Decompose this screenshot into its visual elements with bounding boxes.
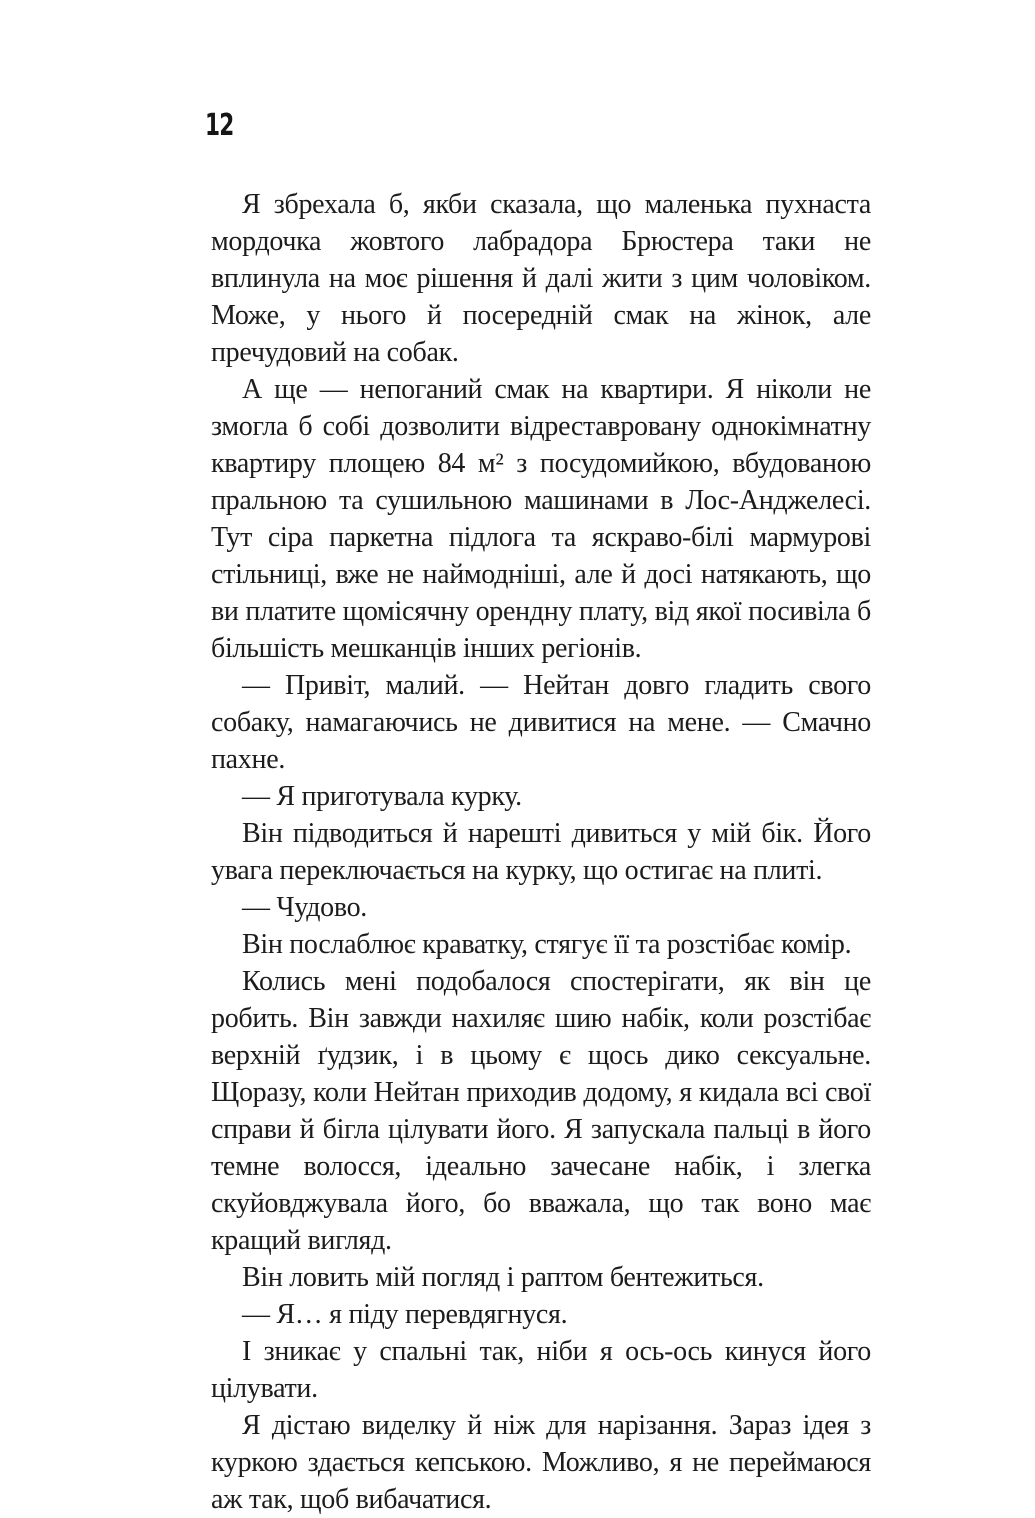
paragraph: Я збрехала б, якби сказала, що маленька пухнаста мордочка жовтого лабрадора Брюстера таки не вплинула на моє рішення й далі жити з цим чоловіком. Може, у нього й посередній смак на жінок, але пречудовий на собак. xyxy=(211,189,871,368)
paragraph: Він ловить мій погляд і раптом бентежиться. xyxy=(242,1262,764,1293)
paragraph: — Я… я піду перевдягнуся. xyxy=(242,1299,568,1330)
paragraph: Я дістаю виделку й ніж для нарізання. Зараз ідея з куркою здається кепською. Можливо, я не переймаюся аж так, щоб вибачатися. xyxy=(211,1410,871,1515)
paragraph: — Чудово. xyxy=(242,892,368,923)
paragraph: Колись мені подобалося спостерігати, як він це робить. Він завжди нахиляє шию набік, коли розстібає верхній ґудзик, і в цьому є щось дико сексуальне. Щоразу, коли Нейтан приходив додому, я кидала всі свої справи й бігла цілувати його. Я запускала пальці в його темне волосся, ідеально зачесане набік, і злегка скуйовджувала його, бо вважала, що так воно має кращий вигляд. xyxy=(211,966,871,1256)
paragraph: Він послаблює краватку, стягує її та розстібає комір. xyxy=(242,929,852,960)
paragraph: — Я приготувала курку. xyxy=(242,781,522,812)
paragraph: А ще — непоганий смак на квартири. Я ніколи не змогла б собі дозволити відреставровану однокімнатну квартиру площею 84 м² з посудомийкою, вбудованою пральною та сушильною машинами в Лос-Анджелесі. Тут сіра паркетна підлога та яскраво-білі мармурові стільниці, вже не наймодніші, але й досі натякають, що ви платите щомісячну орендну плату, від якої посивіла б більшість мешканців інших регіонів. xyxy=(211,374,871,664)
page-number: 12 xyxy=(205,108,234,143)
text-block xyxy=(211,186,871,1518)
paragraph: Він підводиться й нарешті дивиться у мій бік. Його увага переключається на курку, що остигає на плиті. xyxy=(211,818,871,886)
paragraph: І зникає у спальні так, ніби я ось-ось кинуся його цілувати. xyxy=(211,1336,871,1404)
paragraph: — Привіт, малий. — Нейтан довго гладить свого собаку, намагаючись не дивитися на мене. — Смачно пахне. xyxy=(211,670,871,775)
